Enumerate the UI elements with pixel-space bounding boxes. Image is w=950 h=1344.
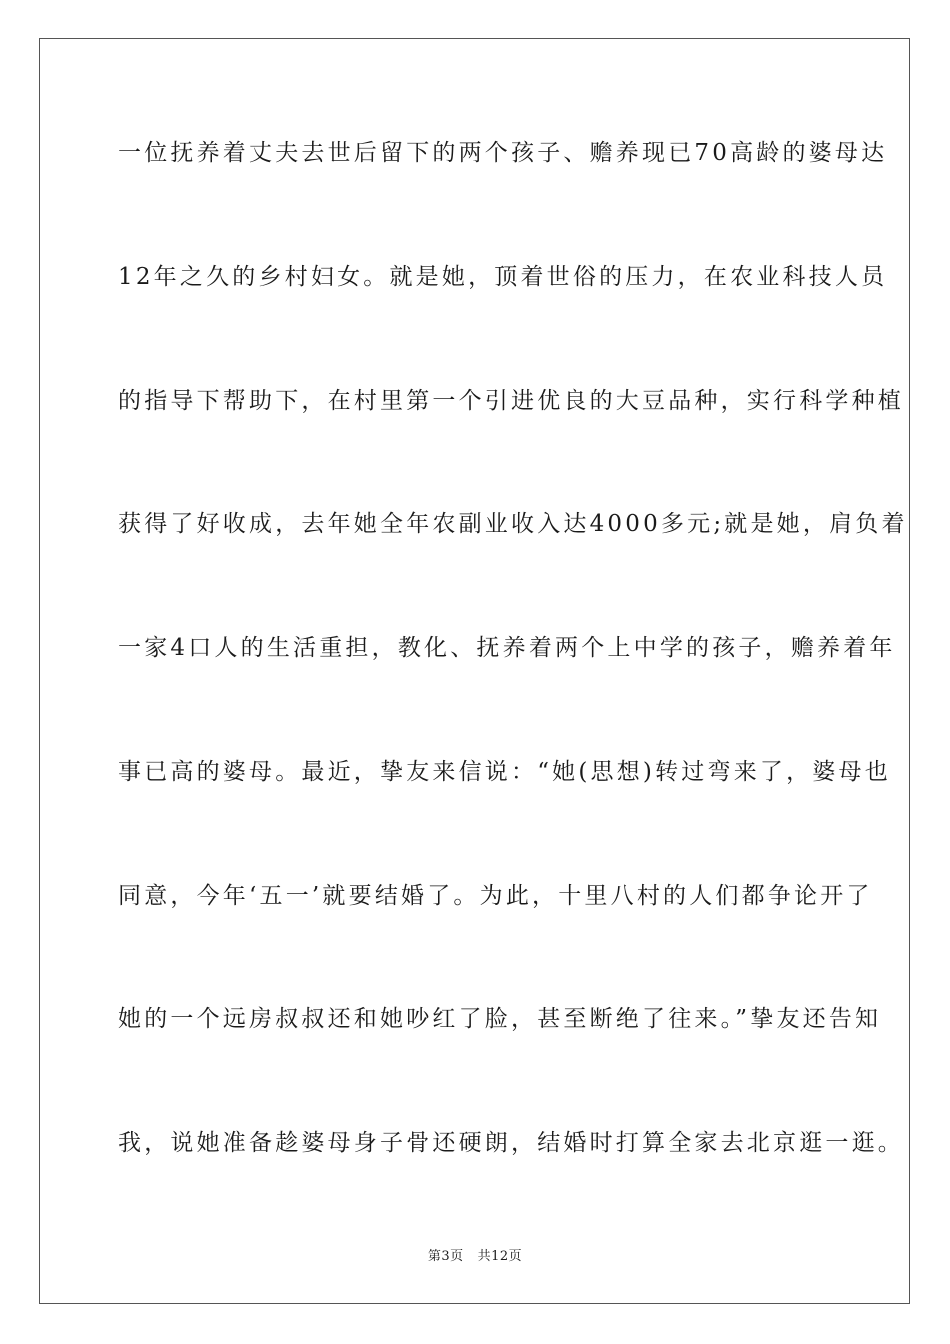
- paragraph-line: 获得了好收成，去年她全年农副业收入达4000多元;就是她，肩负着: [118, 511, 908, 537]
- paragraph-line: 12年之久的乡村妇女。就是她，顶着世俗的压力，在农业科技人员: [118, 264, 888, 290]
- paragraph-line: 的指导下帮助下，在村里第一个引进优良的大豆品种，实行科学种植: [118, 388, 904, 414]
- paragraph-line: 一家4口人的生活重担，教化、抚养着两个上中学的孩子，赡养着年: [118, 635, 896, 661]
- paragraph-line: 一位抚养着丈夫去世后留下的两个孩子、赡养现已70高龄的婆母达: [118, 140, 888, 166]
- page-border: [39, 38, 910, 1304]
- paragraph-line: 她的一个远房叔叔还和她吵红了脸，甚至断绝了往来。”挚友还告知: [118, 1006, 882, 1032]
- page-footer: [0, 1248, 950, 1266]
- page-total: 共12页: [477, 1249, 523, 1264]
- paragraph-line: 我，说她准备趁婆母身子骨还硬朗，结婚时打算全家去北京逛一逛。: [118, 1130, 904, 1156]
- page-number: 第3页: [427, 1249, 464, 1264]
- paragraph-line: 同意，今年‘五一’就要结婚了。为此，十里八村的人们都争论开了: [118, 883, 873, 909]
- paragraph-line: 事已高的婆母。最近，挚友来信说：“她(思想)转过弯来了，婆母也: [118, 759, 891, 785]
